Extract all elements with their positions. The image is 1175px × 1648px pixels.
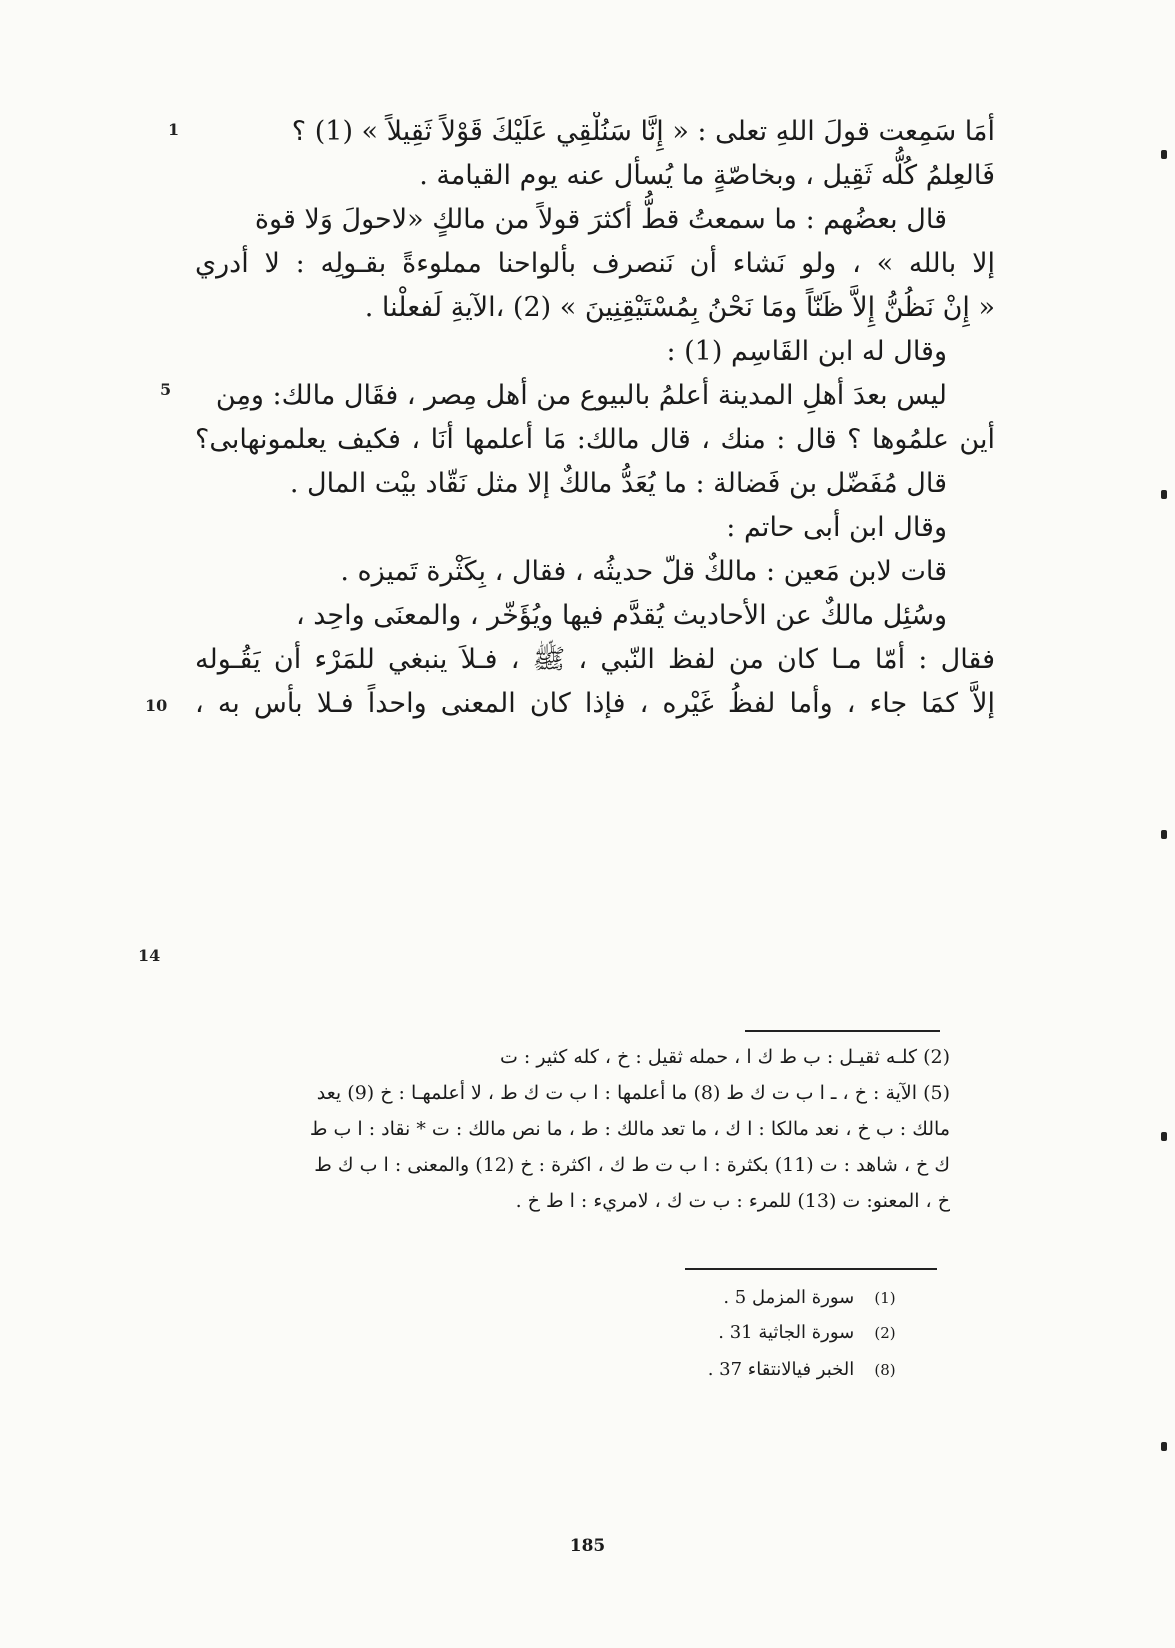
- footnote-number: (2): [874, 1324, 896, 1342]
- binding-mark: [1161, 490, 1167, 499]
- footnote: [718, 1320, 910, 1346]
- variant-line: مالك : ب خ ، نعد مالكا : ا ك ، ما تعد مالك : ط ، ما نص مالك : ت * نقاد : ا ب ط: [309, 1118, 950, 1140]
- footnote: [708, 1357, 910, 1383]
- variant-line: خ ، المعنو: ت (13) للمرء : ب ت ك ، لامريء : ا ط خ .: [515, 1190, 950, 1212]
- text-line: وقال ابن أبى حاتم :: [726, 512, 947, 543]
- line-number: 5: [160, 380, 172, 399]
- text-line: قال مُفَضّل بن فَضالة : ما يُعَدُّ مالكٌ إلا مثل نَقّاد بيْت المال .: [289, 468, 947, 499]
- separator-rule: [745, 1030, 940, 1032]
- page-number: 185: [569, 1536, 606, 1556]
- line-number: 14: [138, 946, 161, 965]
- text-line: إلاَّ كمَا جاء ، وأما لفظُ غَيْره ، فإذا كان المعنى واحداً فـلا بأس به ،: [195, 688, 995, 719]
- variant-line: (2) كلـه ثقيـل : ب ط ك ا ، حمله ثقيل : خ ، كله كثير : ت: [499, 1046, 950, 1068]
- main-text: [195, 112, 995, 728]
- footnote-text: سورة المزمل 5 .: [723, 1287, 855, 1308]
- text-line: إلا بالله » ، ولو نَشاء أن نَنصرف بألواحنا مملوءةً بقـولِه : لا أدري: [195, 248, 995, 279]
- text-line: أين علمُوها ؟ قال : منك ، قال مالك: مَا أعلمها أنَا ، فكيف يعلمونهابى؟: [195, 424, 995, 455]
- footnote: [723, 1285, 910, 1311]
- binding-mark: [1161, 150, 1167, 159]
- variant-notes: [178, 1042, 950, 1222]
- line-number: 1: [168, 120, 180, 139]
- text-line: وقال له ابن القَاسِم (1) :: [666, 336, 947, 367]
- text-line: ليس بعدَ أهلِ المدينة أعلمُ بالبيوع من أهل مِصر ، فقَال مالك: ومِن: [215, 380, 947, 411]
- footnote-number: (1): [874, 1289, 896, 1307]
- text-line: قات لابن مَعين : مالكٌ قلّ حديثُه ، فقال ، بِكَثْرة تَميزه .: [340, 556, 947, 587]
- text-line: أمَا سَمِعت قولَ اللهِ تعلى : « إِنَّا سَنُلْقِي عَلَيْكَ قَوْلاً ثَقِيلاً » (1) ؟: [291, 116, 995, 147]
- binding-mark: [1161, 1132, 1167, 1141]
- footnote-text: سورة الجاثية 31 .: [718, 1322, 855, 1343]
- footnote-number: (8): [874, 1361, 896, 1379]
- text-line: قال بعضُهم : ما سمعتُ قطُّ أكثرَ قولاً من مالكٍ «لاحولَ وَلا قوة: [254, 204, 947, 235]
- text-line: فَالعِلمُ كُلُّه ثَقِيل ، وبخاصّةٍ ما يُسأل عنه يوم القيامة .: [419, 160, 995, 191]
- variant-line: (5) الآية : خ ، ـ ا ب ت ك ط (8) ما أعلمها : ا ب ت ك ط ، لا أعلمهـا : خ (9) يعد: [316, 1082, 950, 1104]
- separator-rule: [685, 1268, 937, 1270]
- text-line: وسُئِل مالكٌ عن الأحاديث يُقدَّم فيها ويُؤَخّر ، والمعنَى واحِد ،: [295, 600, 947, 631]
- footnote-text: الخبر فيالانتقاء 37 .: [707, 1359, 855, 1380]
- text-line: فقال : أمّا مـا كان من لفظ النّبي ، ﷺ ، فـلاَ ينبغي للمَرْء أن يَقُـوله: [195, 644, 995, 675]
- text-line: « إِنْ نَظُنُّ إِلاَّ ظَنّاً ومَا نَحْنُ بِمُسْتَيْقِنِينَ » (2) ،الآيةِ لَفعلْنا .: [364, 292, 995, 323]
- variant-line: ك خ ، شاهد : ت (11) بكثرة : ا ب ت ط ك ، اكثرة : خ (12) والمعنى : ا ب ك ط: [314, 1154, 950, 1176]
- binding-mark: [1161, 1442, 1167, 1451]
- binding-mark: [1161, 830, 1167, 839]
- line-number: 10: [145, 696, 168, 715]
